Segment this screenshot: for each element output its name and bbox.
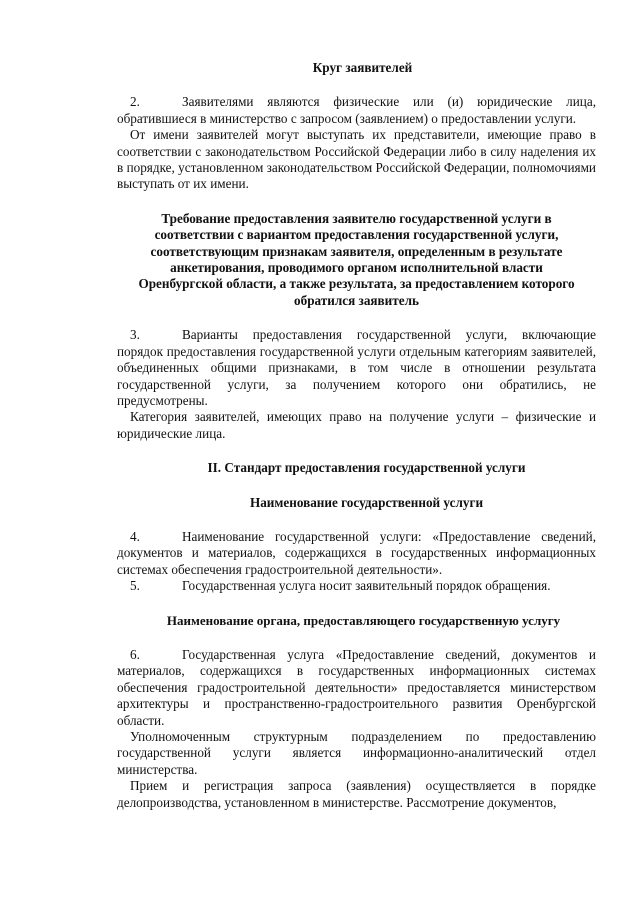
paragraph-6-number: 6. — [130, 646, 140, 662]
paragraph-3-text: Варианты предоставления государственной услуги, включающие порядок предоставления государственной услуги отдельным категориям заявителей, объединенных общими признаками, в том числе в отношении результата государственной услуги, за получением которого они обратились, не предусмотрены. — [117, 327, 596, 408]
paragraph-6c: Прием и регистрация запроса (заявления) осуществляется в порядке делопроизводства, установленном в министерстве. Рассмотрение документов, — [117, 778, 596, 810]
paragraph-2-text: Заявителями являются физические или (и) юридические лица, обратившиеся в министерство с запросом (заявлением) о предоставлении услуги. — [117, 94, 596, 126]
paragraph-6-text: Государственная услуга «Предоставление сведений, документов и материалов, содержащихся в государственных информационных системах обеспечения градостроительной деятельности» предоставляется министерством архитектуры и пространственно-градостроительного развития Оренбургской области. — [117, 646, 596, 728]
paragraph-6 — [117, 647, 596, 729]
document-page — [117, 60, 596, 811]
paragraph-6b: Уполномоченным структурным подразделением по предоставлению государственной услуги является информационно-аналитический отдел министерства. — [117, 729, 596, 777]
paragraph-3b: Категория заявителей, имеющих право на получение услуги – физические и юридические лица. — [117, 409, 596, 441]
heading-applicants: Круг заявителей — [312, 60, 413, 75]
heading-standard: II. Стандарт предоставления государственной услуги — [207, 460, 526, 476]
heading-agency: Наименование органа, предоставляющего государственную услугу — [166, 612, 561, 628]
paragraph-2-number: 2. — [130, 94, 140, 110]
paragraph-5-number: 5. — [130, 578, 140, 594]
heading-requirement: Требование предоставления заявителю государственной услуги в соответствии с вариантом предоставления государственной услуги, соответствующим признакам заявителя, определенным в результате анкетирования, проводимого органом исполнительной власти Оренбургской области, а также результата, за предоставлением которого обратился заявитель — [138, 210, 575, 308]
paragraph-3-number: 3. — [130, 327, 140, 343]
paragraph-4-text: Наименование государственной услуги: «Предоставление сведений, документов и материалов, содержащихся в государственных информационных системах обеспечения градостроительной деятельности». — [117, 528, 596, 577]
paragraph-4 — [117, 529, 596, 578]
paragraph-2 — [117, 94, 596, 127]
paragraph-3 — [117, 327, 596, 409]
paragraph-5-text: Государственная услуга носит заявительный порядок обращения. — [182, 578, 551, 594]
paragraph-2b: От имени заявителей могут выступать их представители, имеющие право в соответствии с законодательством Российской Федерации либо в силу наделения их в порядке, установленном законодательством Российской Федерации, полномочиями выступать от их имени. — [117, 127, 596, 192]
paragraph-5 — [117, 578, 596, 594]
heading-service-name: Наименование государственной услуги — [249, 494, 484, 510]
paragraph-4-number: 4. — [130, 528, 140, 544]
